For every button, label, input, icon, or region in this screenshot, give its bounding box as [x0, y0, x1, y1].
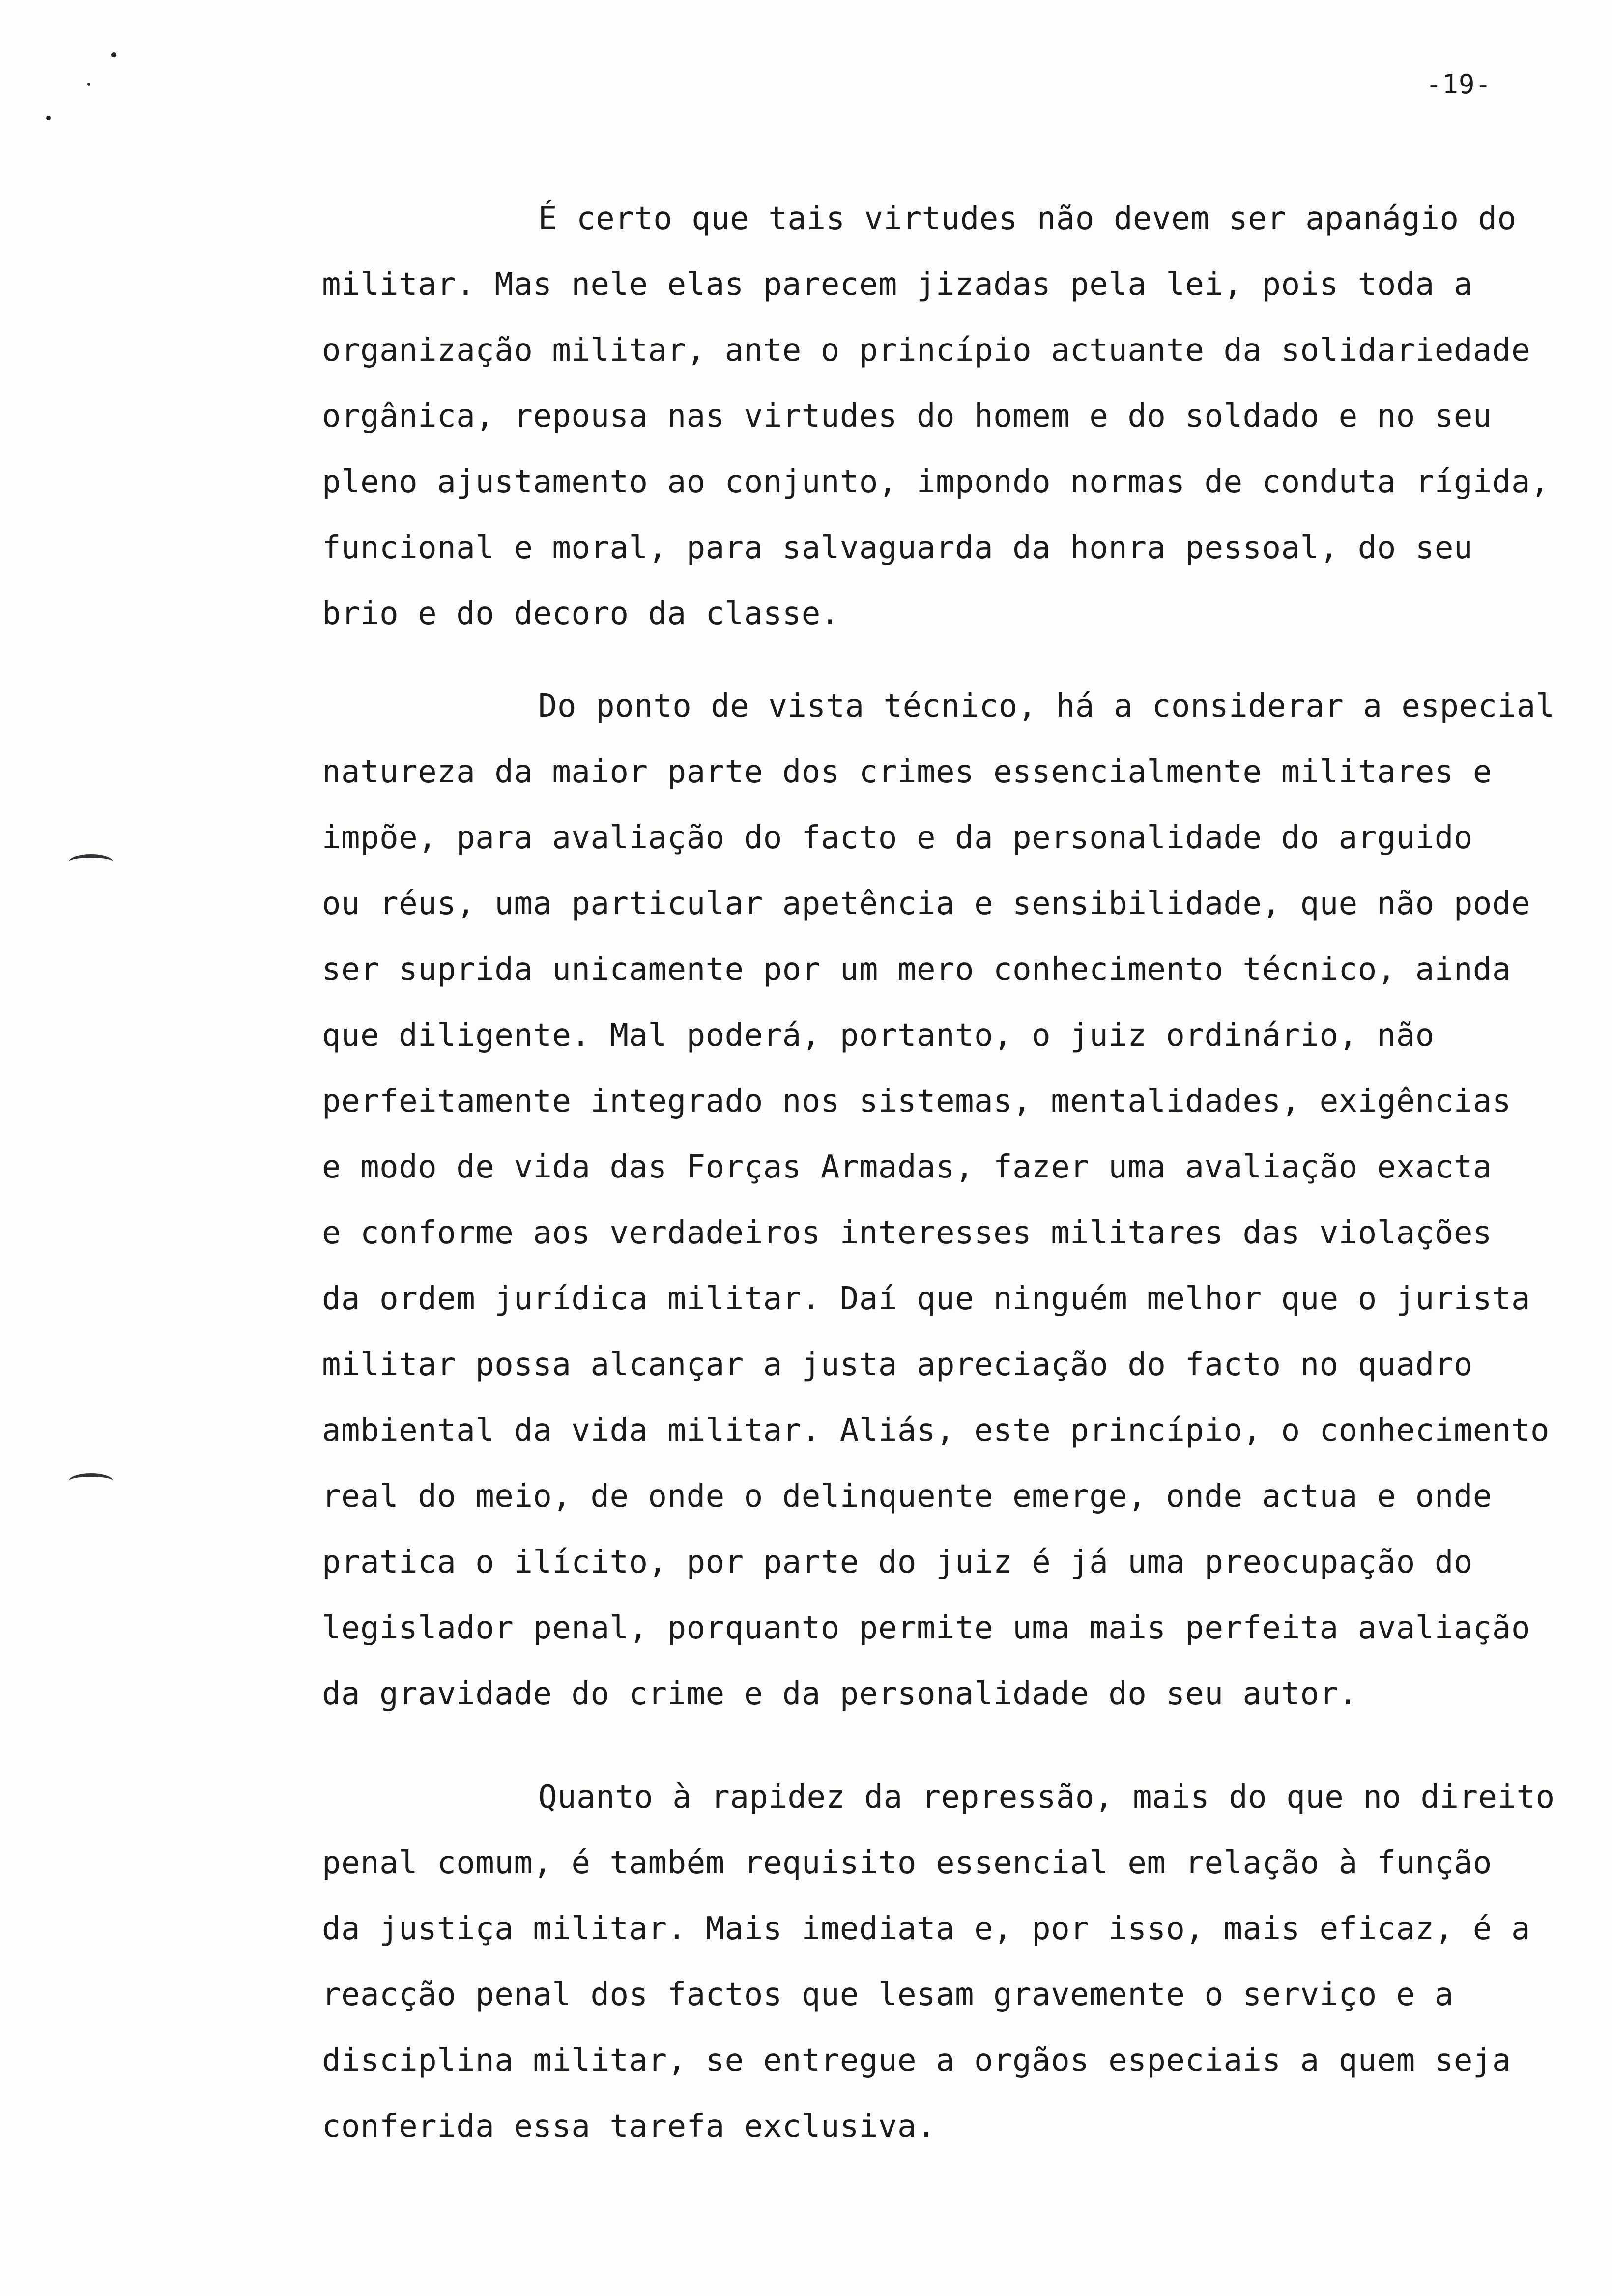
text-line: Quanto à rapidez da repressão, mais do que no direito [538, 1779, 1555, 1815]
text-line: impõe, para avaliação do facto e da personalidade do arguido [322, 820, 1473, 856]
scan-speck [111, 52, 116, 57]
text-line: Do ponto de vista técnico, há a considerar a especial [538, 688, 1555, 724]
paragraph-1 [322, 186, 1580, 647]
text-line: legislador penal, porquanto permite uma mais perfeita avaliação [322, 1610, 1530, 1646]
text-line: orgânica, repousa nas virtudes do homem e do soldado e no seu [322, 398, 1492, 434]
punch-hole-mark [69, 1473, 113, 1489]
text-line: militar possa alcançar a justa apreciação do facto no quadro [322, 1347, 1473, 1383]
paragraph-3 [322, 1764, 1580, 2159]
text-line: natureza da maior parte dos crimes essencialmente militares e [322, 754, 1492, 790]
paragraph-2 [322, 673, 1580, 1727]
punch-hole-mark [69, 854, 113, 869]
text-line: perfeitamente integrado nos sistemas, mentalidades, exigências [322, 1083, 1511, 1119]
text-line: pleno ajustamento ao conjunto, impondo normas de conduta rígida, [322, 464, 1550, 500]
text-line: funcional e moral, para salvaguarda da honra pessoal, do seu [322, 530, 1473, 566]
scan-speck [46, 116, 51, 120]
text-line: da justiça militar. Mais imediata e, por isso, mais eficaz, é a [322, 1911, 1530, 1947]
text-line: organização militar, ante o princípio actuante da solidariedade [322, 332, 1530, 369]
text-line: ou réus, uma particular apetência e sensibilidade, que não pode [322, 886, 1530, 922]
text-line: da ordem jurídica militar. Daí que ninguém melhor que o jurista [322, 1281, 1530, 1317]
text-line: e conforme aos verdadeiros interesses militares das violações [322, 1215, 1492, 1251]
text-line: da gravidade do crime e da personalidade do seu autor. [322, 1676, 1358, 1712]
text-line: disciplina militar, se entregue a orgãos especiais a quem seja [322, 2042, 1511, 2079]
text-line: ser suprida unicamente por um mero conhecimento técnico, ainda [322, 951, 1511, 988]
text-line: penal comum, é também requisito essencial em relação à função [322, 1845, 1492, 1881]
text-line: É certo que tais virtudes não devem ser apanágio do [538, 201, 1517, 237]
text-line: ambiental da vida militar. Aliás, este princípio, o conhecimento [322, 1412, 1550, 1449]
text-line: real do meio, de onde o delinquente emerge, onde actua e onde [322, 1478, 1492, 1515]
text-line: pratica o ilícito, por parte do juiz é já uma preocupação do [322, 1544, 1473, 1580]
scan-speck [87, 83, 90, 86]
text-line: e modo de vida das Forças Armadas, fazer uma avaliação exacta [322, 1149, 1492, 1185]
text-line: militar. Mas nele elas parecem jizadas pela lei, pois toda a [322, 266, 1473, 303]
text-line: brio e do decoro da classe. [322, 596, 840, 632]
page-number: -19- [1425, 69, 1492, 100]
text-line: conferida essa tarefa exclusiva. [322, 2108, 936, 2145]
text-line: que diligente. Mal poderá, portanto, o juiz ordinário, não [322, 1017, 1435, 1054]
text-line: reacção penal dos factos que lesam gravemente o serviço e a [322, 1977, 1454, 2013]
